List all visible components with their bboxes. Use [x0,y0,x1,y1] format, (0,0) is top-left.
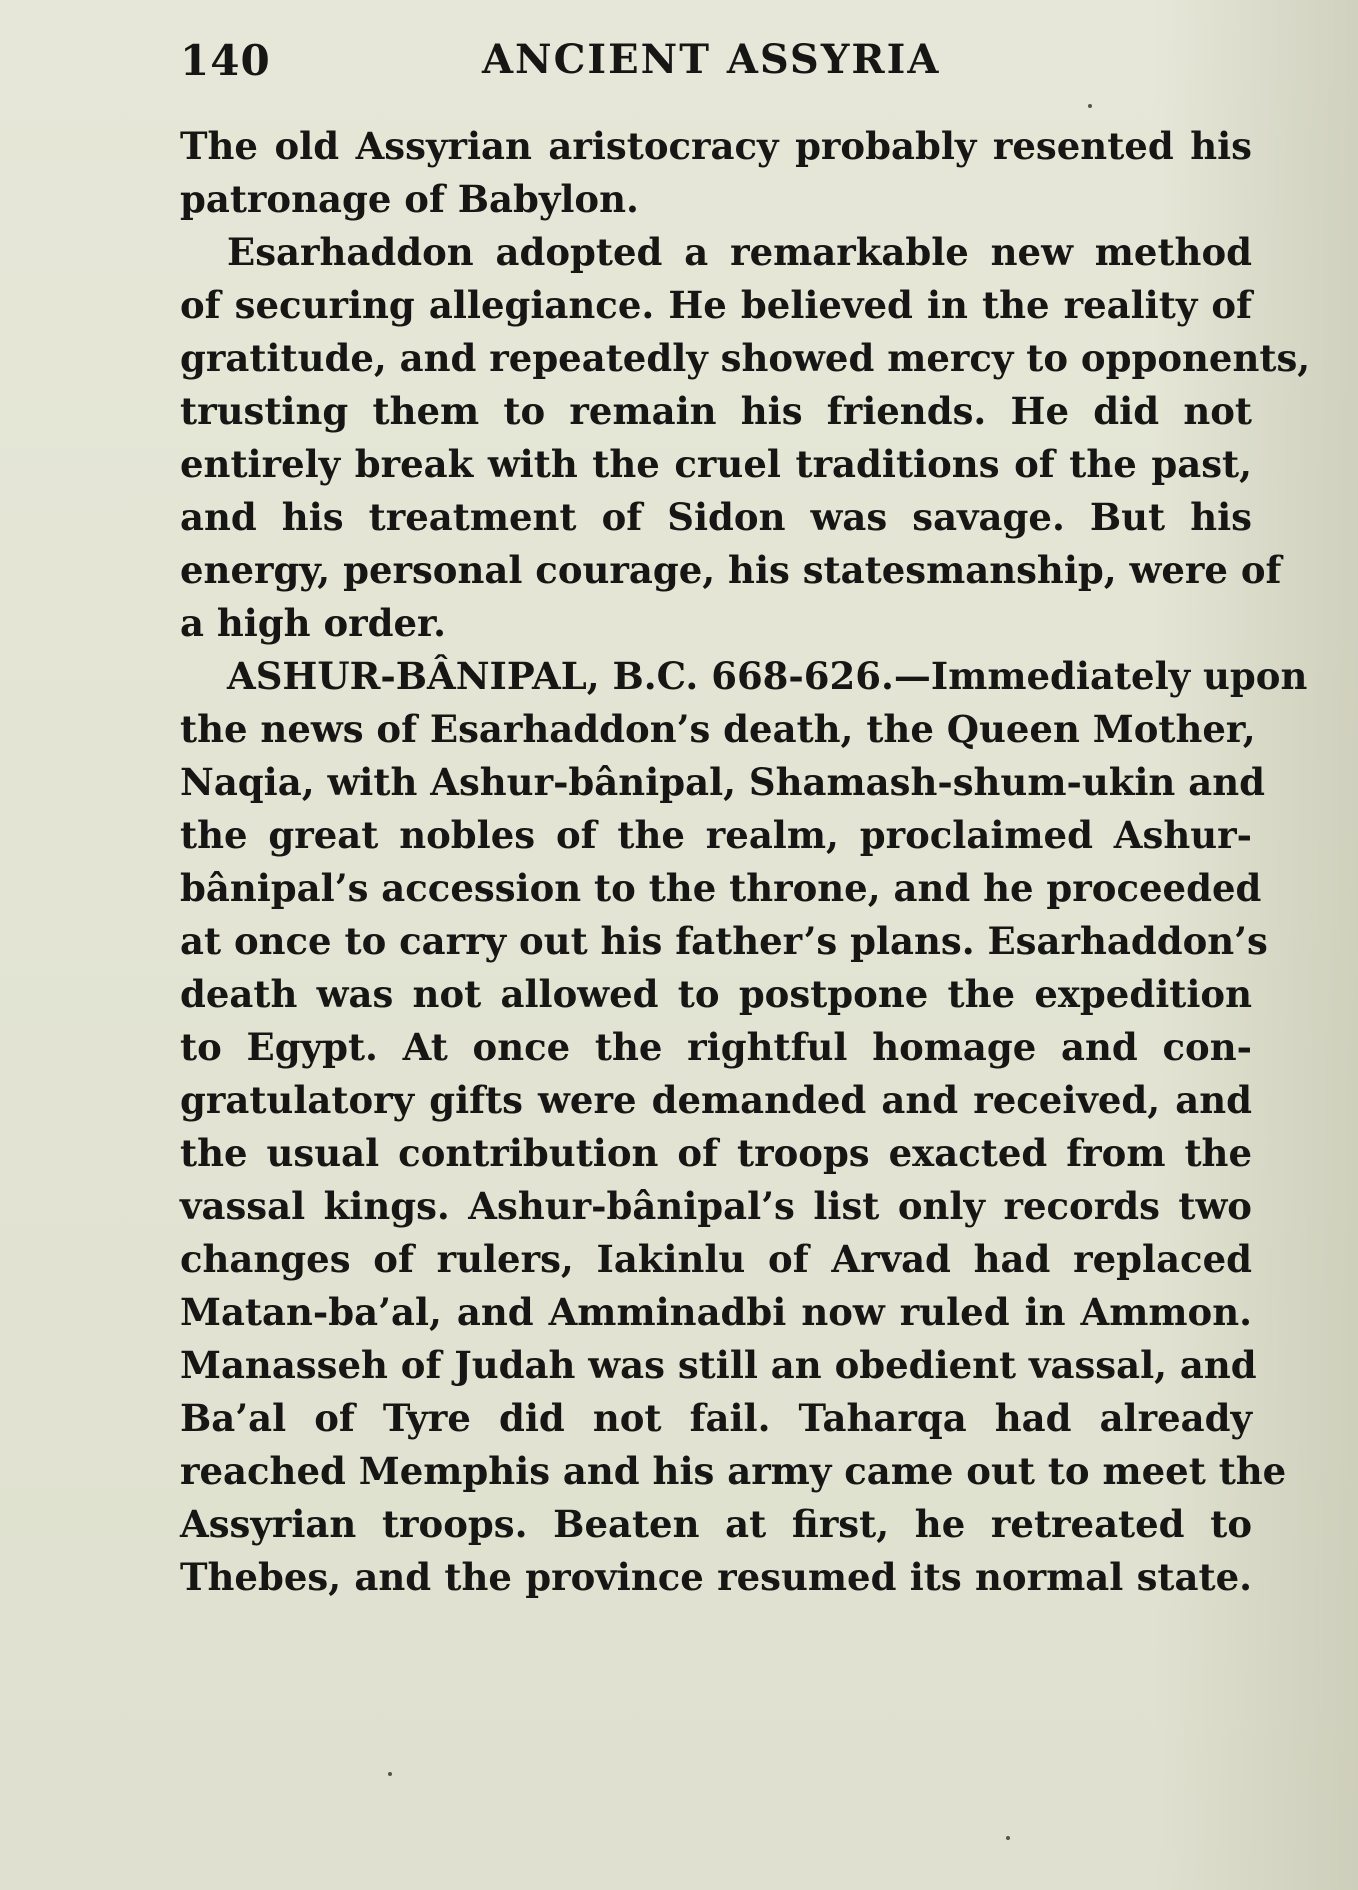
text-line: bânipal’s accession to the throne, and he proceeded [180,866,1262,910]
text-line: Naqia, with Ashur-bânipal, Shamash-shum-ukin and [180,760,1265,804]
page-number: 140 [180,36,271,85]
text-line: the usual contribution of troops exacted from the [180,1131,1252,1175]
paper-speck [1006,1836,1010,1840]
text-line: entirely break with the cruel traditions of the past, [180,442,1252,486]
running-title: ANCIENT ASSYRIA [482,36,941,83]
paper-speck [1088,104,1092,108]
text-line: to Egypt. At once the rightful homage and con- [180,1025,1252,1069]
text-line: Assyrian troops. Beaten at first, he retreated to [180,1502,1252,1546]
text-line: changes of rulers, Iakinlu of Arvad had replaced [180,1237,1252,1281]
text-line: energy, personal courage, his statesmanship, were of [180,548,1282,592]
text-line: reached Memphis and his army came out to meet the [180,1449,1287,1493]
text-line: at once to carry out his father’s plans. Esarhaddon’s [180,919,1268,963]
text-line: trusting them to remain his friends. He did not [180,389,1252,433]
text-line: Ba’al of Tyre did not fail. Taharqa had already [180,1396,1252,1440]
text-line: a high order. [180,601,447,645]
text-line: The old Assyrian aristocracy probably resented his [180,124,1252,168]
text-line: death was not allowed to postpone the expedition [180,972,1252,1016]
text-line: and his treatment of Sidon was savage. But his [180,495,1252,539]
text-line: the news of Esarhaddon’s death, the Queen Mother, [180,707,1256,751]
text-line: Matan-ba’al, and Amminadbi now ruled in Ammon. [180,1290,1252,1334]
text-line: Manasseh of Judah was still an obedient vassal, and [180,1343,1257,1387]
text-line: patronage of Babylon. [180,177,639,221]
text-line: gratulatory gifts were demanded and received, and [180,1078,1252,1122]
text-line: gratitude, and repeatedly showed mercy to opponents, [180,336,1311,380]
body-text [180,120,1311,1604]
running-head [180,36,1252,86]
text-line: of securing allegiance. He believed in the reality of [180,283,1252,327]
text-line: the great nobles of the realm, proclaimed Ashur- [180,813,1252,857]
text-line: Esarhaddon adopted a remarkable new method [227,230,1252,274]
text-line: Thebes, and the province resumed its normal state. [180,1555,1252,1599]
text-line: vassal kings. Ashur-bânipal’s list only records two [180,1184,1252,1228]
paper-speck [388,1772,392,1776]
text-line: ASHUR-BÂNIPAL, B.C. 668-626.—Immediately upon [227,654,1308,698]
